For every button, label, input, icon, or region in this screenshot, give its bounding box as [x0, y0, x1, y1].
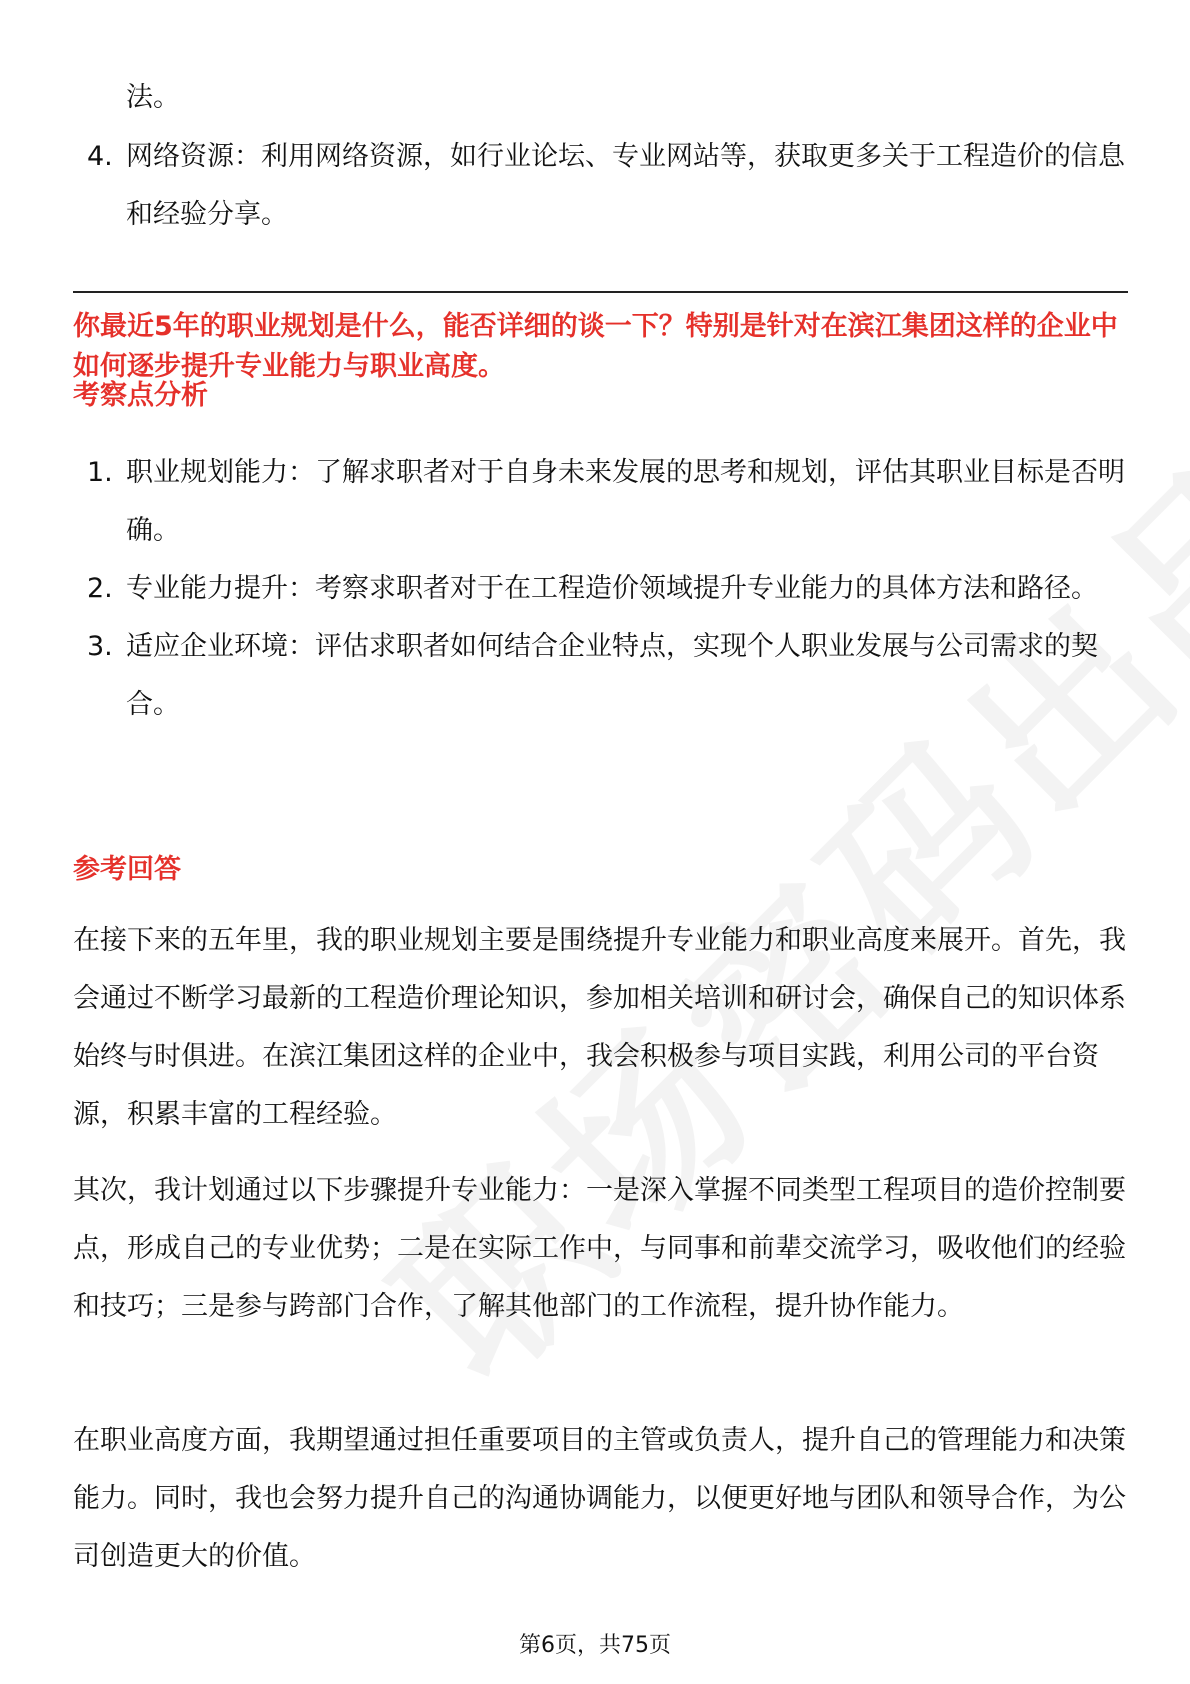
- list-number: 2.: [87, 573, 113, 604]
- analysis-heading: 考察点分析: [73, 380, 208, 411]
- answer-paragraph: 在职业高度方面，我期望通过担任重要项目的主管或负责人，提升自己的管理能力和决策能力。同时，我也会努力提升自己的沟通协调能力，以便更好地与团队和领导合作，为公司创造更大的价值。: [73, 1425, 1126, 1572]
- list-item: [73, 128, 1128, 244]
- analysis-list: [73, 444, 1128, 734]
- list-number: 1.: [87, 457, 113, 488]
- page-footer: 第6页，共75页: [519, 1633, 671, 1658]
- list-number: 4.: [87, 141, 113, 172]
- list-number: 3.: [87, 631, 113, 662]
- list-item: [73, 444, 1128, 560]
- list-text: 职业规划能力：了解求职者对于自身未来发展的思考和规划，评估其职业目标是否明确。: [126, 457, 1125, 546]
- section-divider: [73, 291, 1128, 293]
- answer-paragraph: 在接下来的五年里，我的职业规划主要是围绕提升专业能力和职业高度来展开。首先，我会通过不断学习最新的工程造价理论知识，参加相关培训和研讨会，确保自己的知识体系始终与时俱进。在滨江集团这样的企业中，我会积极参与项目实践，利用公司的平台资源，积累丰富的工程经验。: [73, 925, 1126, 1130]
- list-text: 适应企业环境：评估求职者如何结合企业特点，实现个人职业发展与公司需求的契合。: [126, 631, 1098, 720]
- continued-list: [73, 69, 1128, 244]
- answer-heading: 参考回答: [73, 854, 181, 885]
- list-item: [73, 560, 1128, 618]
- list-item: [73, 618, 1128, 734]
- continued-text: 法。: [126, 82, 180, 113]
- list-text: 专业能力提升：考察求职者对于在工程造价领域提升专业能力的具体方法和路径。: [126, 573, 1098, 604]
- question-heading: 你最近5年的职业规划是什么，能否详细的谈一下？特别是针对在滨江集团这样的企业中如何逐步提升专业能力与职业高度。: [73, 311, 1118, 382]
- answer-paragraph: 其次，我计划通过以下步骤提升专业能力：一是深入掌握不同类型工程项目的造价控制要点，形成自己的专业优势；二是在实际工作中，与同事和前辈交流学习，吸收他们的经验和技巧；三是参与跨部门合作，了解其他部门的工作流程，提升协作能力。: [73, 1175, 1126, 1322]
- list-text: 网络资源：利用网络资源，如行业论坛、专业网站等，获取更多关于工程造价的信息和经验分享。: [126, 141, 1125, 230]
